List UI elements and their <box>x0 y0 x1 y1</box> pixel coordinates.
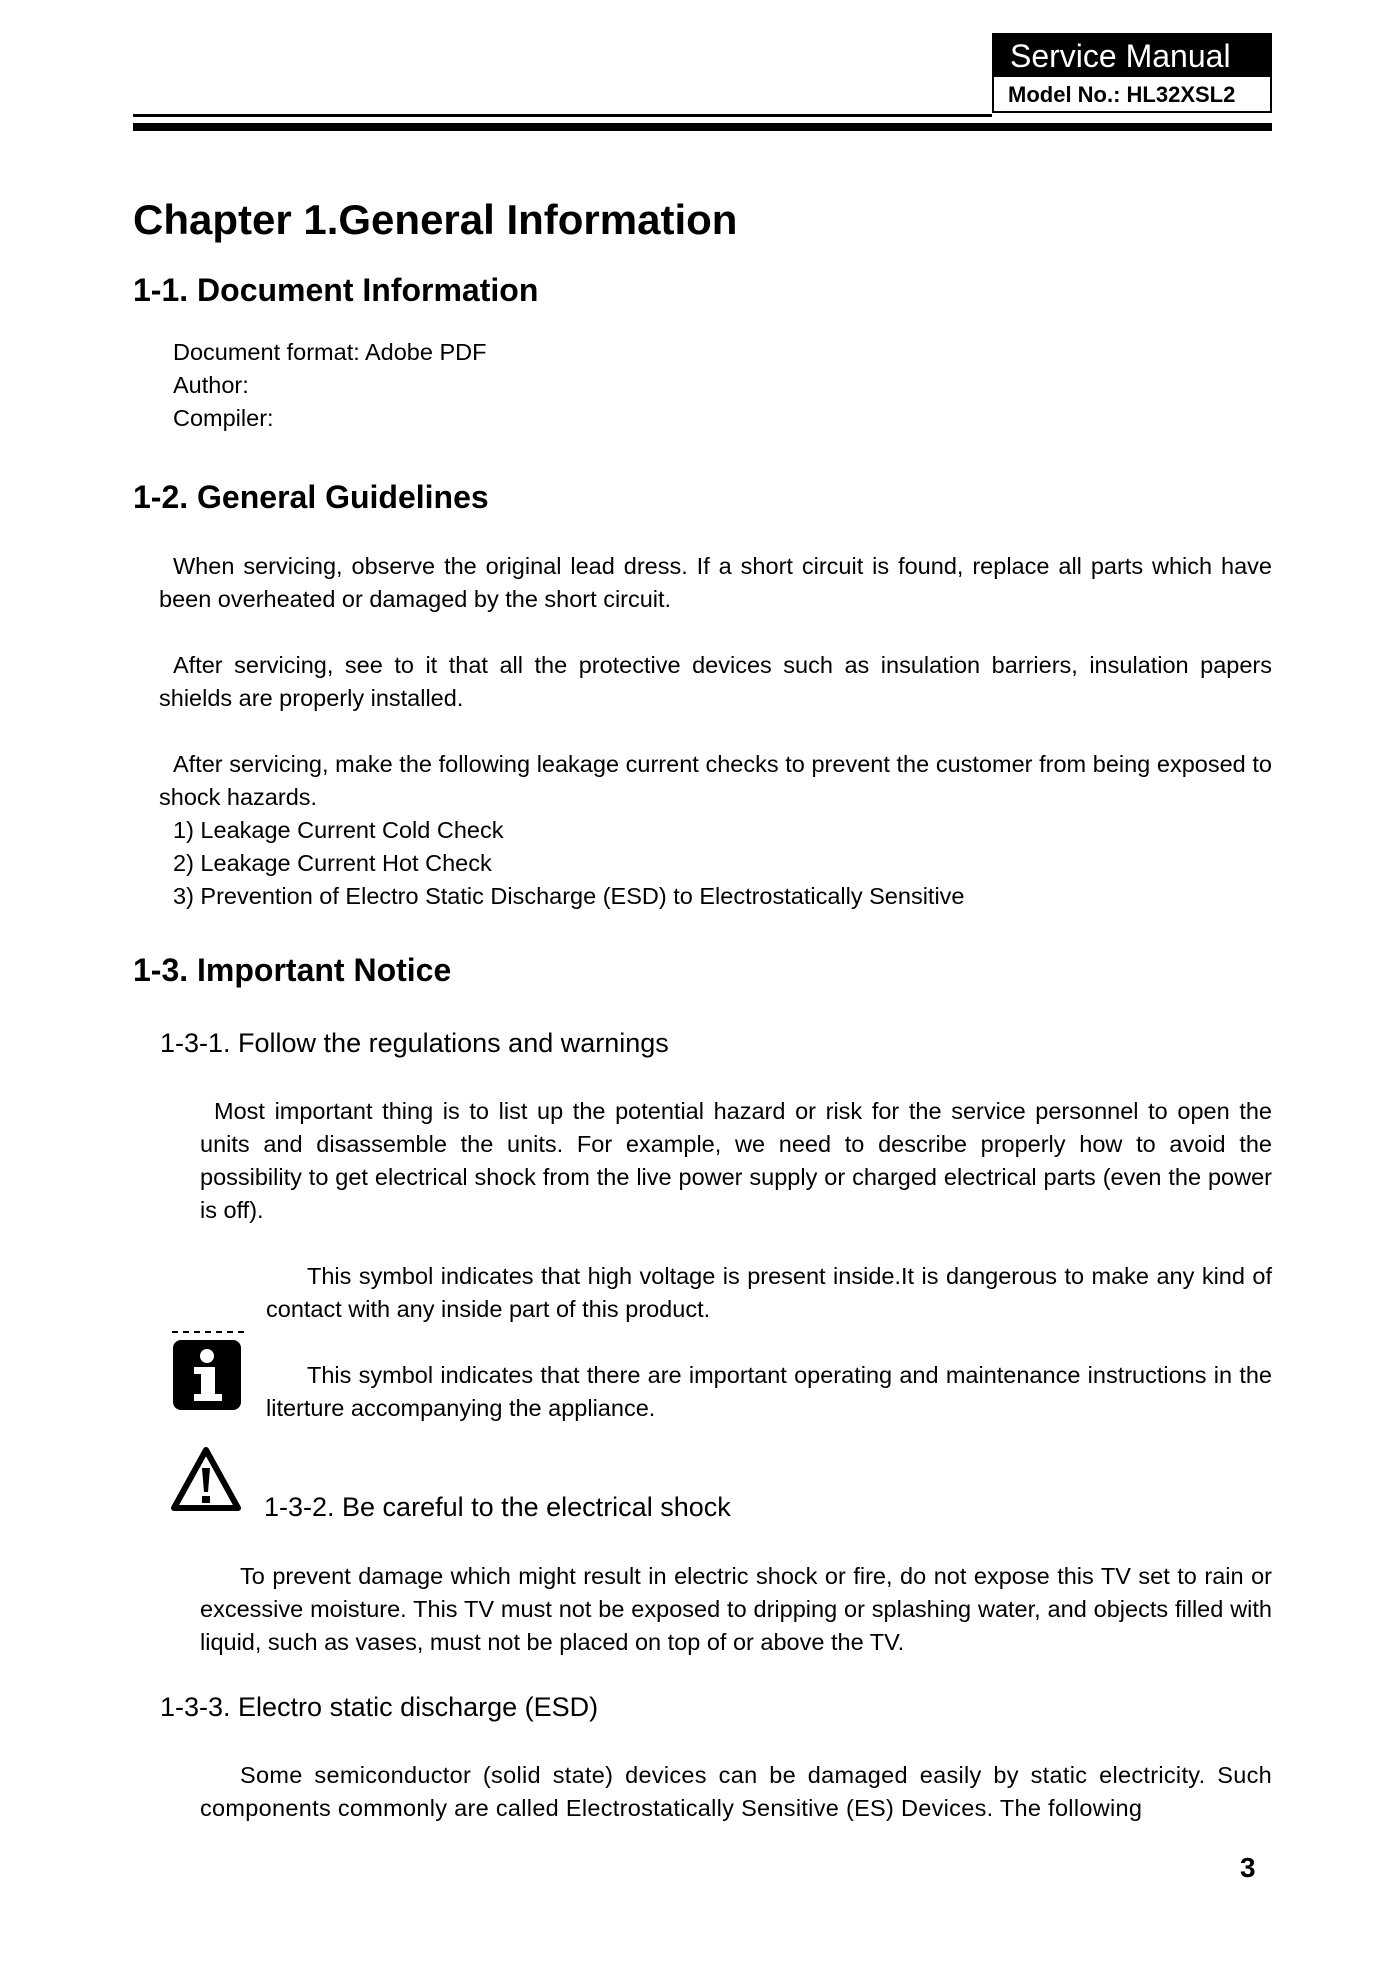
subsection-1-3-3-heading: 1-3-3. Electro static discharge (ESD) <box>160 1692 599 1722</box>
high-voltage-symbol-text: This symbol indicates that high voltage is present inside.It is dangerous to make any kind of contact with any inside part of this product. <box>266 1263 1272 1322</box>
doc-format-line: Document format: Adobe PDF <box>173 339 487 365</box>
list-item: 3) Prevention of Electro Static Discharge (ESD) to Electrostatically Sensitive <box>173 883 965 909</box>
electrical-shock-paragraph: To prevent damage which might result in electric shock or fire, do not expose this TV set to rain or excessive moisture. This TV must not be exposed to dripping or splashing water, and objects filled with liquid, such as vases, must not be placed on top of or above the TV. <box>200 1563 1272 1655</box>
warning-triangle-icon <box>170 1446 242 1512</box>
list-item: 1) Leakage Current Cold Check <box>173 817 504 843</box>
guideline-paragraph-2: After servicing, see to it that all the protective devices such as insulation barriers, insulation papers shields are properly installed. <box>159 652 1272 711</box>
subsection-1-3-2-heading: 1-3-2. Be careful to the electrical shock <box>264 1492 731 1522</box>
author-line: Author: <box>173 372 249 398</box>
header-rule-thick <box>133 123 1272 131</box>
header-model-number: Model No.: HL32XSL2 <box>1008 82 1236 107</box>
header-rule-thin <box>133 114 992 117</box>
header-box <box>992 33 1272 113</box>
header-title: Service Manual <box>994 35 1270 77</box>
subsection-1-3-1-heading: 1-3-1. Follow the regulations and warnings <box>160 1028 669 1058</box>
instructions-symbol-text: This symbol indicates that there are important operating and maintenance instructions in the literture accompanying the appliance. <box>266 1362 1272 1421</box>
chapter-title: Chapter 1.General Information <box>133 196 738 243</box>
guideline-paragraph-3: After servicing, make the following leakage current checks to prevent the customer from being exposed to shock hazards. <box>159 751 1272 810</box>
section-1-1-heading: 1-1. Document Information <box>133 272 539 308</box>
section-1-3-heading: 1-3. Important Notice <box>133 952 452 988</box>
section-1-2-heading: 1-2. General Guidelines <box>133 479 489 515</box>
info-icon <box>170 1330 246 1414</box>
list-item: 2) Leakage Current Hot Check <box>173 850 492 876</box>
esd-paragraph: Some semiconductor (solid state) devices can be damaged easily by static electricity. Such components commonly are called Electrostatically Sensitive (ES) Devices. The following <box>200 1762 1272 1821</box>
compiler-line: Compiler: <box>173 405 274 431</box>
page-number: 3 <box>1240 1852 1256 1883</box>
regulations-paragraph: Most important thing is to list up the potential hazard or risk for the service personnel to open the units and disassemble the units. For example, we need to describe properly how to avoid the possibility to get electrical shock from the live power supply or charged electrical parts (even the power is off). <box>200 1098 1272 1223</box>
guideline-paragraph-1: When servicing, observe the original lead dress. If a short circuit is found, replace all parts which have been overheated or damaged by the short circuit. <box>159 553 1272 612</box>
